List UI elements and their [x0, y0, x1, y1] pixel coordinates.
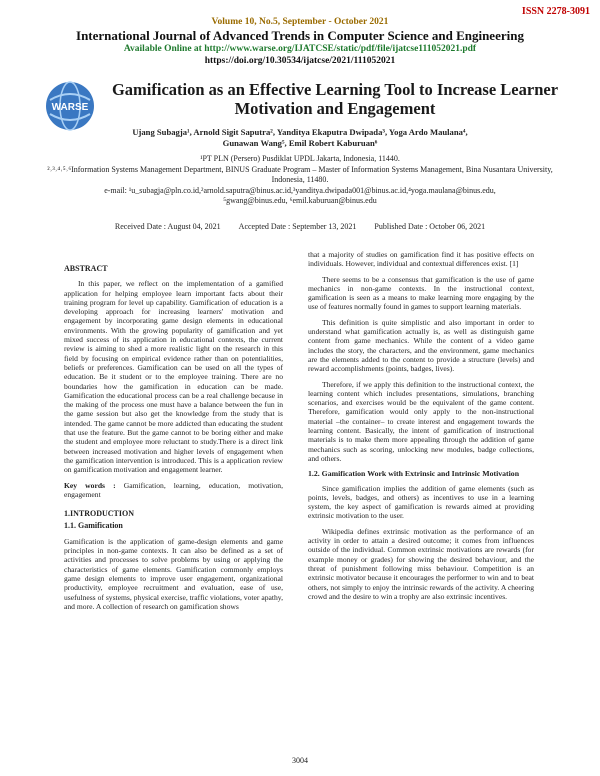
- warse-logo: [44, 80, 96, 132]
- keywords-text: Gamification, learning, education, motivation, engagement: [64, 480, 284, 499]
- received-date: Received Date : August 04, 2021: [114, 222, 221, 231]
- accepted-date: Accepted Date : September 13, 2021: [238, 222, 357, 231]
- page-number: 3004: [292, 756, 308, 765]
- authors-line-1: Ujang Subagja¹, Arnold Sigit Saputra², Yanditya Ekaputra Dwipada³, Yoga Ardo Maulana⁴,: [132, 127, 468, 137]
- intro-text: Gamification is the application of game-design elements and game principles in non-game contexts. It can also be defined as a set of activities and processes to solve problems by using or applying the characteristics of game elements. Gamification commonly employs game design elements to improve user engagement, organizational productivity, employee recruitment and evaluation, ease of use, usefulness of systems, physical exercise, traffic violations, voter apathy, and more. A collection of research on gamification shows: [64, 536, 283, 611]
- logo-text: WARSE: [51, 102, 89, 113]
- issn: ISSN 2278-3091: [521, 6, 590, 17]
- paper-title: Gamification as an Effective Learning Tool to Increase Learner Motivation and Engagement: [111, 80, 559, 118]
- left-column: [64, 264, 283, 617]
- affiliations: [40, 154, 560, 207]
- affiliation-2: ²˒³˒⁴˒⁵˒⁶Information Systems Management Department, BINUS Graduate Program – Master of Information Systems Management, Bina Nusantara University, Indonesia, 11480.: [47, 164, 553, 184]
- paragraph-3: This definition is quite simplistic and also important in order to understand what gamification actually is, as well as distinguish game content from game mechanics. While the content of a video game includes the story, the characters, and the environment, game mechanics are the elements added to the content to provide a structure (levels) and reward accomplishments (points, badges, lives).: [308, 317, 534, 374]
- keywords: [64, 481, 283, 500]
- paragraph-5: Since gamification implies the addition of game elements (such as points, levels, badges, and others) as incentives to use in a learning system, the key aspect of gamification is rewards aimed at providing extrinsic motivation to the user.: [308, 483, 534, 521]
- paragraph-4: Therefore, if we apply this definition to the instructional context, the learning content which includes presentations, simulations, branching scenarios, and exercises would be the equivalent of the game content. Therefore, gamification would only apply to the non-instructional material –the container– to create interest and engagement towards the learning content. Basically, the intent of gamification of instructional materials is to make them more appealing through the addition of game mechanics such as scoring, unlocking new modules, badge collections, and others.: [308, 379, 534, 463]
- email-line-2: ⁵gwang@binus.edu, ⁶emil.kaburuan@binus.edu: [223, 196, 377, 205]
- affiliation-1: ¹PT PLN (Persero) Pusdiklat UPDL Jakarta, Indonesia, 11440.: [200, 154, 400, 163]
- doi-link[interactable]: https://doi.org/10.30534/ijatcse/2021/111052021: [204, 56, 396, 66]
- right-column: [308, 250, 534, 607]
- paragraph-2: There seems to be a consensus that gamification is the use of game mechanics in non-game contexts. In the instructional context, gamification is seen as a means to make learning more engaging by the use of features normally found in games to support learning materials.: [308, 274, 534, 312]
- journal-name: International Journal of Advanced Trends in Computer Science and Engineering: [76, 28, 524, 43]
- authors-line-2: Gunawan Wang⁵, Emil Robert Kaburuan⁶: [222, 138, 378, 148]
- dates: [40, 222, 560, 231]
- volume-line: Volume 10, No.5, September - October 2021: [211, 17, 389, 27]
- online-link[interactable]: Available Online at http://www.warse.org/IJATCSE/static/pdf/file/ijatcse111052021.pdf: [123, 44, 477, 54]
- section-1-2-heading: 1.2. Gamification Work with Extrinsic and Intrinsic Motivation: [308, 469, 520, 479]
- abstract-text: In this paper, we reflect on the implementation of a gamified application for helping employee learn important facts about their training program for level up capability. Gamification of education is a developing approach for increasing learners' motivation and engagement by incorporating game design elements in educational environments. With the growing popularity of gamification and yet mixed success of its application in educational contexts, the current review is aiming to shed a more realistic light on the research in this field by focusing on empirical evidence rather than on potentialities, beliefs or preferences. Gamification can be used on all the types of education. Be it student or to the employee training. There are no boundaries how the gamification in education can be made. Gamification the educational process can be a real challenge because in the making of the process one must have a balance between the fun in the game session but also get the knowledge from the study that is intended. The game cannot be more addicted than educating the student that use the feature. But the game cannot to be boring either and make the student and employee more reluctant to study.There is a direct link between increased motivation and higher levels of engagement when the gamification intervention is introduced. This is a application review on gamification motivation and engagement learner.: [64, 279, 283, 475]
- paragraph-1: that a majority of studies on gamification find it has positive effects on individuals. However, individual and contextual differences exist. [1]: [308, 250, 534, 269]
- paragraph-6: Wikipedia defines extrinsic motivation as the performance of an activity in order to attain a desired outcome; it comes from influences outside of the individual. Common extrinsic motivations are rewards (for example money or grades) for showing the desired behaviour, and the threat of punishment following miss behaviour. Competition is an extrinsic motivator because it encourages the performer to win and to beat others, not simply to enjoy the intrinsic rewards of the activity. A cheering crowd and the desire to win a trophy are also extrinsic incentives.: [308, 526, 534, 601]
- published-date: Published Date : October 06, 2021: [374, 222, 486, 231]
- email-line-1: e-mail: ¹u_subagja@pln.co.id,²arnold.saputra@binus.ac.id,³yanditya.dwipada001@binus.ac.id,⁴yoga.maulana@binus.edu,: [104, 185, 496, 195]
- intro-subheading: 1.1. Gamification: [64, 521, 123, 531]
- authors: [40, 127, 560, 149]
- keywords-label: Key words :: [64, 480, 116, 490]
- abstract-heading: ABSTRACT: [64, 264, 108, 273]
- intro-heading: 1.INTRODUCTION: [64, 509, 135, 519]
